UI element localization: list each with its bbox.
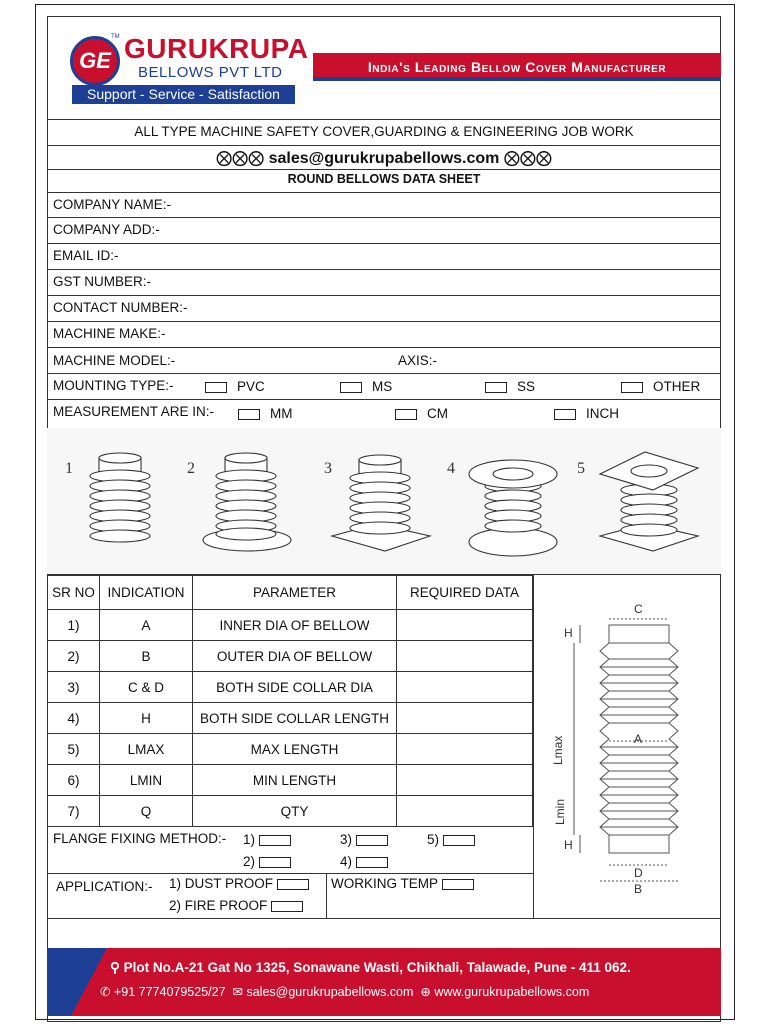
flange-option-2[interactable]: 2)	[243, 854, 301, 869]
decor-icon: ⨂⨂⨂	[216, 150, 265, 167]
mounting-option-ss[interactable]: SS	[485, 379, 535, 394]
row-indication: LMAX	[100, 734, 193, 765]
flange-option-5[interactable]: 5)	[427, 832, 485, 847]
divider	[326, 873, 327, 918]
divider	[47, 269, 721, 270]
flange-fixing-label: FLANGE FIXING METHOD:-	[53, 831, 227, 846]
checkbox[interactable]	[205, 382, 227, 393]
divider	[47, 145, 721, 146]
dim-label-c: C	[634, 602, 643, 616]
checkbox[interactable]	[271, 901, 303, 912]
table-row	[48, 672, 533, 703]
required-data-input[interactable]	[397, 765, 533, 796]
row-parameter: MAX LENGTH	[193, 734, 397, 765]
row-indication: C & D	[100, 672, 193, 703]
mounting-option-pvc[interactable]: PVC	[205, 379, 265, 394]
row-sr-no: 2)	[48, 641, 100, 672]
table-row	[48, 641, 533, 672]
email-id-field[interactable]: EMAIL ID:-	[53, 248, 119, 263]
row-sr-no: 7)	[48, 796, 100, 827]
measurement-option-inch[interactable]: INCH	[554, 406, 619, 421]
company-address-field[interactable]: COMPANY ADD:-	[53, 222, 160, 237]
divider	[47, 918, 721, 919]
table-header-row	[48, 576, 533, 610]
divider	[47, 192, 721, 193]
checkbox[interactable]	[259, 857, 291, 868]
divider	[47, 373, 721, 374]
globe-icon: ⊕	[420, 985, 431, 999]
required-data-input[interactable]	[397, 703, 533, 734]
footer-address: ⚲ Plot No.A-21 Gat No 1325, Sonawane Wasti, Chikhali, Talawade, Pune - 411 062.	[110, 960, 631, 975]
measurement-label: MEASUREMENT ARE IN:-	[53, 404, 215, 419]
required-data-input[interactable]	[397, 610, 533, 641]
footer-contacts	[100, 984, 589, 999]
gst-number-field[interactable]: GST NUMBER:-	[53, 274, 152, 289]
row-sr-no: 6)	[48, 765, 100, 796]
row-parameter: QTY	[193, 796, 397, 827]
footer-email[interactable]: sales@gurukrupabellows.com	[246, 985, 414, 999]
dim-label-lmin: Lmin	[553, 798, 567, 825]
parameter-table	[47, 575, 533, 827]
bellow-type-number: 5	[577, 460, 585, 477]
mounting-option-ms[interactable]: MS	[340, 379, 392, 394]
application-label: APPLICATION:-	[56, 879, 153, 894]
measurement-option-cm[interactable]: CM	[395, 406, 448, 421]
required-data-input[interactable]	[397, 641, 533, 672]
bellow-type-5-icon	[600, 452, 698, 551]
row-indication: Q	[100, 796, 193, 827]
row-indication: H	[100, 703, 193, 734]
bellow-dimension-diagram	[533, 575, 721, 918]
services-line: ALL TYPE MACHINE SAFETY COVER,GUARDING & ENGINEERING JOB WORK	[134, 124, 634, 139]
measurement-option-mm[interactable]: MM	[238, 406, 293, 421]
dim-label-d: D	[634, 866, 643, 880]
header-banner: India's Leading Bellow Cover Manufacturer	[313, 53, 721, 81]
checkbox[interactable]	[442, 879, 474, 890]
flange-option-1[interactable]: 1)	[243, 832, 301, 847]
application-fire-proof[interactable]: 2) FIRE PROOF	[169, 898, 313, 913]
checkbox[interactable]	[554, 409, 576, 420]
row-sr-no: 3)	[48, 672, 100, 703]
application-dust-proof[interactable]: 1) DUST PROOF	[169, 876, 319, 891]
table-row	[48, 796, 533, 827]
header-parameter: PARAMETER	[193, 576, 397, 610]
table-row	[48, 734, 533, 765]
checkbox[interactable]	[259, 835, 291, 846]
email-banner	[47, 148, 721, 168]
contact-number-field[interactable]: CONTACT NUMBER:-	[53, 300, 188, 315]
dim-label-h-bottom: H	[564, 838, 573, 852]
divider	[47, 399, 721, 400]
row-parameter: BOTH SIDE COLLAR DIA	[193, 672, 397, 703]
divider	[47, 295, 721, 296]
divider	[47, 347, 721, 348]
checkbox[interactable]	[340, 382, 362, 393]
bellow-types-illustration	[47, 428, 721, 574]
table-row	[48, 765, 533, 796]
footer-phone[interactable]: +91 7774079525/27	[113, 985, 226, 999]
company-logo	[68, 30, 309, 108]
machine-model-field[interactable]: MACHINE MODEL:-	[53, 353, 176, 368]
row-sr-no: 4)	[48, 703, 100, 734]
row-indication: B	[100, 641, 193, 672]
row-indication: A	[100, 610, 193, 641]
bellow-type-2-icon	[203, 453, 291, 551]
axis-field[interactable]: AXIS:-	[398, 353, 438, 368]
table-row	[48, 610, 533, 641]
row-parameter: BOTH SIDE COLLAR LENGTH	[193, 703, 397, 734]
dim-label-b: B	[634, 882, 643, 896]
company-name-field[interactable]: COMPANY NAME:-	[53, 197, 172, 212]
bellow-type-number: 2	[187, 460, 195, 477]
divider	[47, 873, 533, 874]
required-data-input[interactable]	[397, 796, 533, 827]
flange-option-3[interactable]: 3)	[340, 832, 398, 847]
divider	[47, 119, 721, 120]
required-data-input[interactable]	[397, 672, 533, 703]
tagline: Support - Service - Satisfaction	[72, 85, 295, 104]
mounting-type-label: MOUNTING TYPE:-	[53, 378, 174, 393]
checkbox[interactable]	[485, 382, 507, 393]
row-parameter: OUTER DIA OF BELLOW	[193, 641, 397, 672]
row-indication: LMIN	[100, 765, 193, 796]
checkbox[interactable]	[356, 857, 388, 868]
decor-icon: ⨂⨂⨂	[503, 150, 552, 167]
mounting-option-other[interactable]: OTHER	[621, 379, 700, 394]
divider	[47, 169, 721, 170]
sheet-title: ROUND BELLOWS DATA SHEET	[287, 172, 481, 186]
row-sr-no: 1)	[48, 610, 100, 641]
checkbox[interactable]	[443, 835, 475, 846]
mail-icon: ✉	[232, 985, 243, 999]
dim-label-lmax: Lmax	[551, 735, 565, 765]
footer-website[interactable]: www.gurukrupabellows.com	[434, 985, 590, 999]
bellow-type-4-icon	[469, 460, 557, 556]
bellow-type-number: 3	[324, 460, 332, 477]
required-data-input[interactable]	[397, 734, 533, 765]
bellow-type-3-icon	[332, 455, 430, 551]
brand-name: GURUKRUPA	[124, 33, 309, 64]
dim-label-a: A	[634, 732, 643, 746]
divider	[47, 321, 721, 322]
row-parameter: INNER DIA OF BELLOW	[193, 610, 397, 641]
dim-label-h-top: H	[564, 626, 573, 640]
checkbox[interactable]	[621, 382, 643, 393]
logo-mark: GE	[70, 36, 120, 86]
bellow-drawings	[47, 428, 721, 574]
flange-option-4[interactable]: 4)	[340, 854, 398, 869]
checkbox[interactable]	[356, 835, 388, 846]
table-row	[48, 703, 533, 734]
bellow-type-number: 4	[447, 460, 455, 477]
row-sr-no: 5)	[48, 734, 100, 765]
bellow-type-number: 1	[65, 460, 73, 477]
email-text[interactable]: sales@gurukrupabellows.com	[268, 150, 500, 167]
checkbox[interactable]	[395, 409, 417, 420]
header-required-data: REQUIRED DATA	[397, 576, 533, 610]
logo-trademark: TM	[111, 34, 120, 40]
checkbox[interactable]	[238, 409, 260, 420]
divider	[47, 243, 721, 244]
brand-subtitle: BELLOWS PVT LTD	[138, 64, 283, 81]
divider	[47, 217, 721, 218]
working-temp-field[interactable]: WORKING TEMP	[331, 876, 484, 891]
location-pin-icon: ⚲	[110, 960, 120, 975]
machine-make-field[interactable]: MACHINE MAKE:-	[53, 326, 166, 341]
header-sr-no: SR NO	[48, 576, 100, 610]
header-indication: INDICATION	[100, 576, 193, 610]
checkbox[interactable]	[277, 879, 309, 890]
bellow-type-1-icon	[90, 453, 150, 542]
row-parameter: MIN LENGTH	[193, 765, 397, 796]
phone-icon: ✆	[100, 985, 111, 999]
footer-contact-bar	[47, 948, 721, 1016]
divider	[47, 826, 533, 827]
